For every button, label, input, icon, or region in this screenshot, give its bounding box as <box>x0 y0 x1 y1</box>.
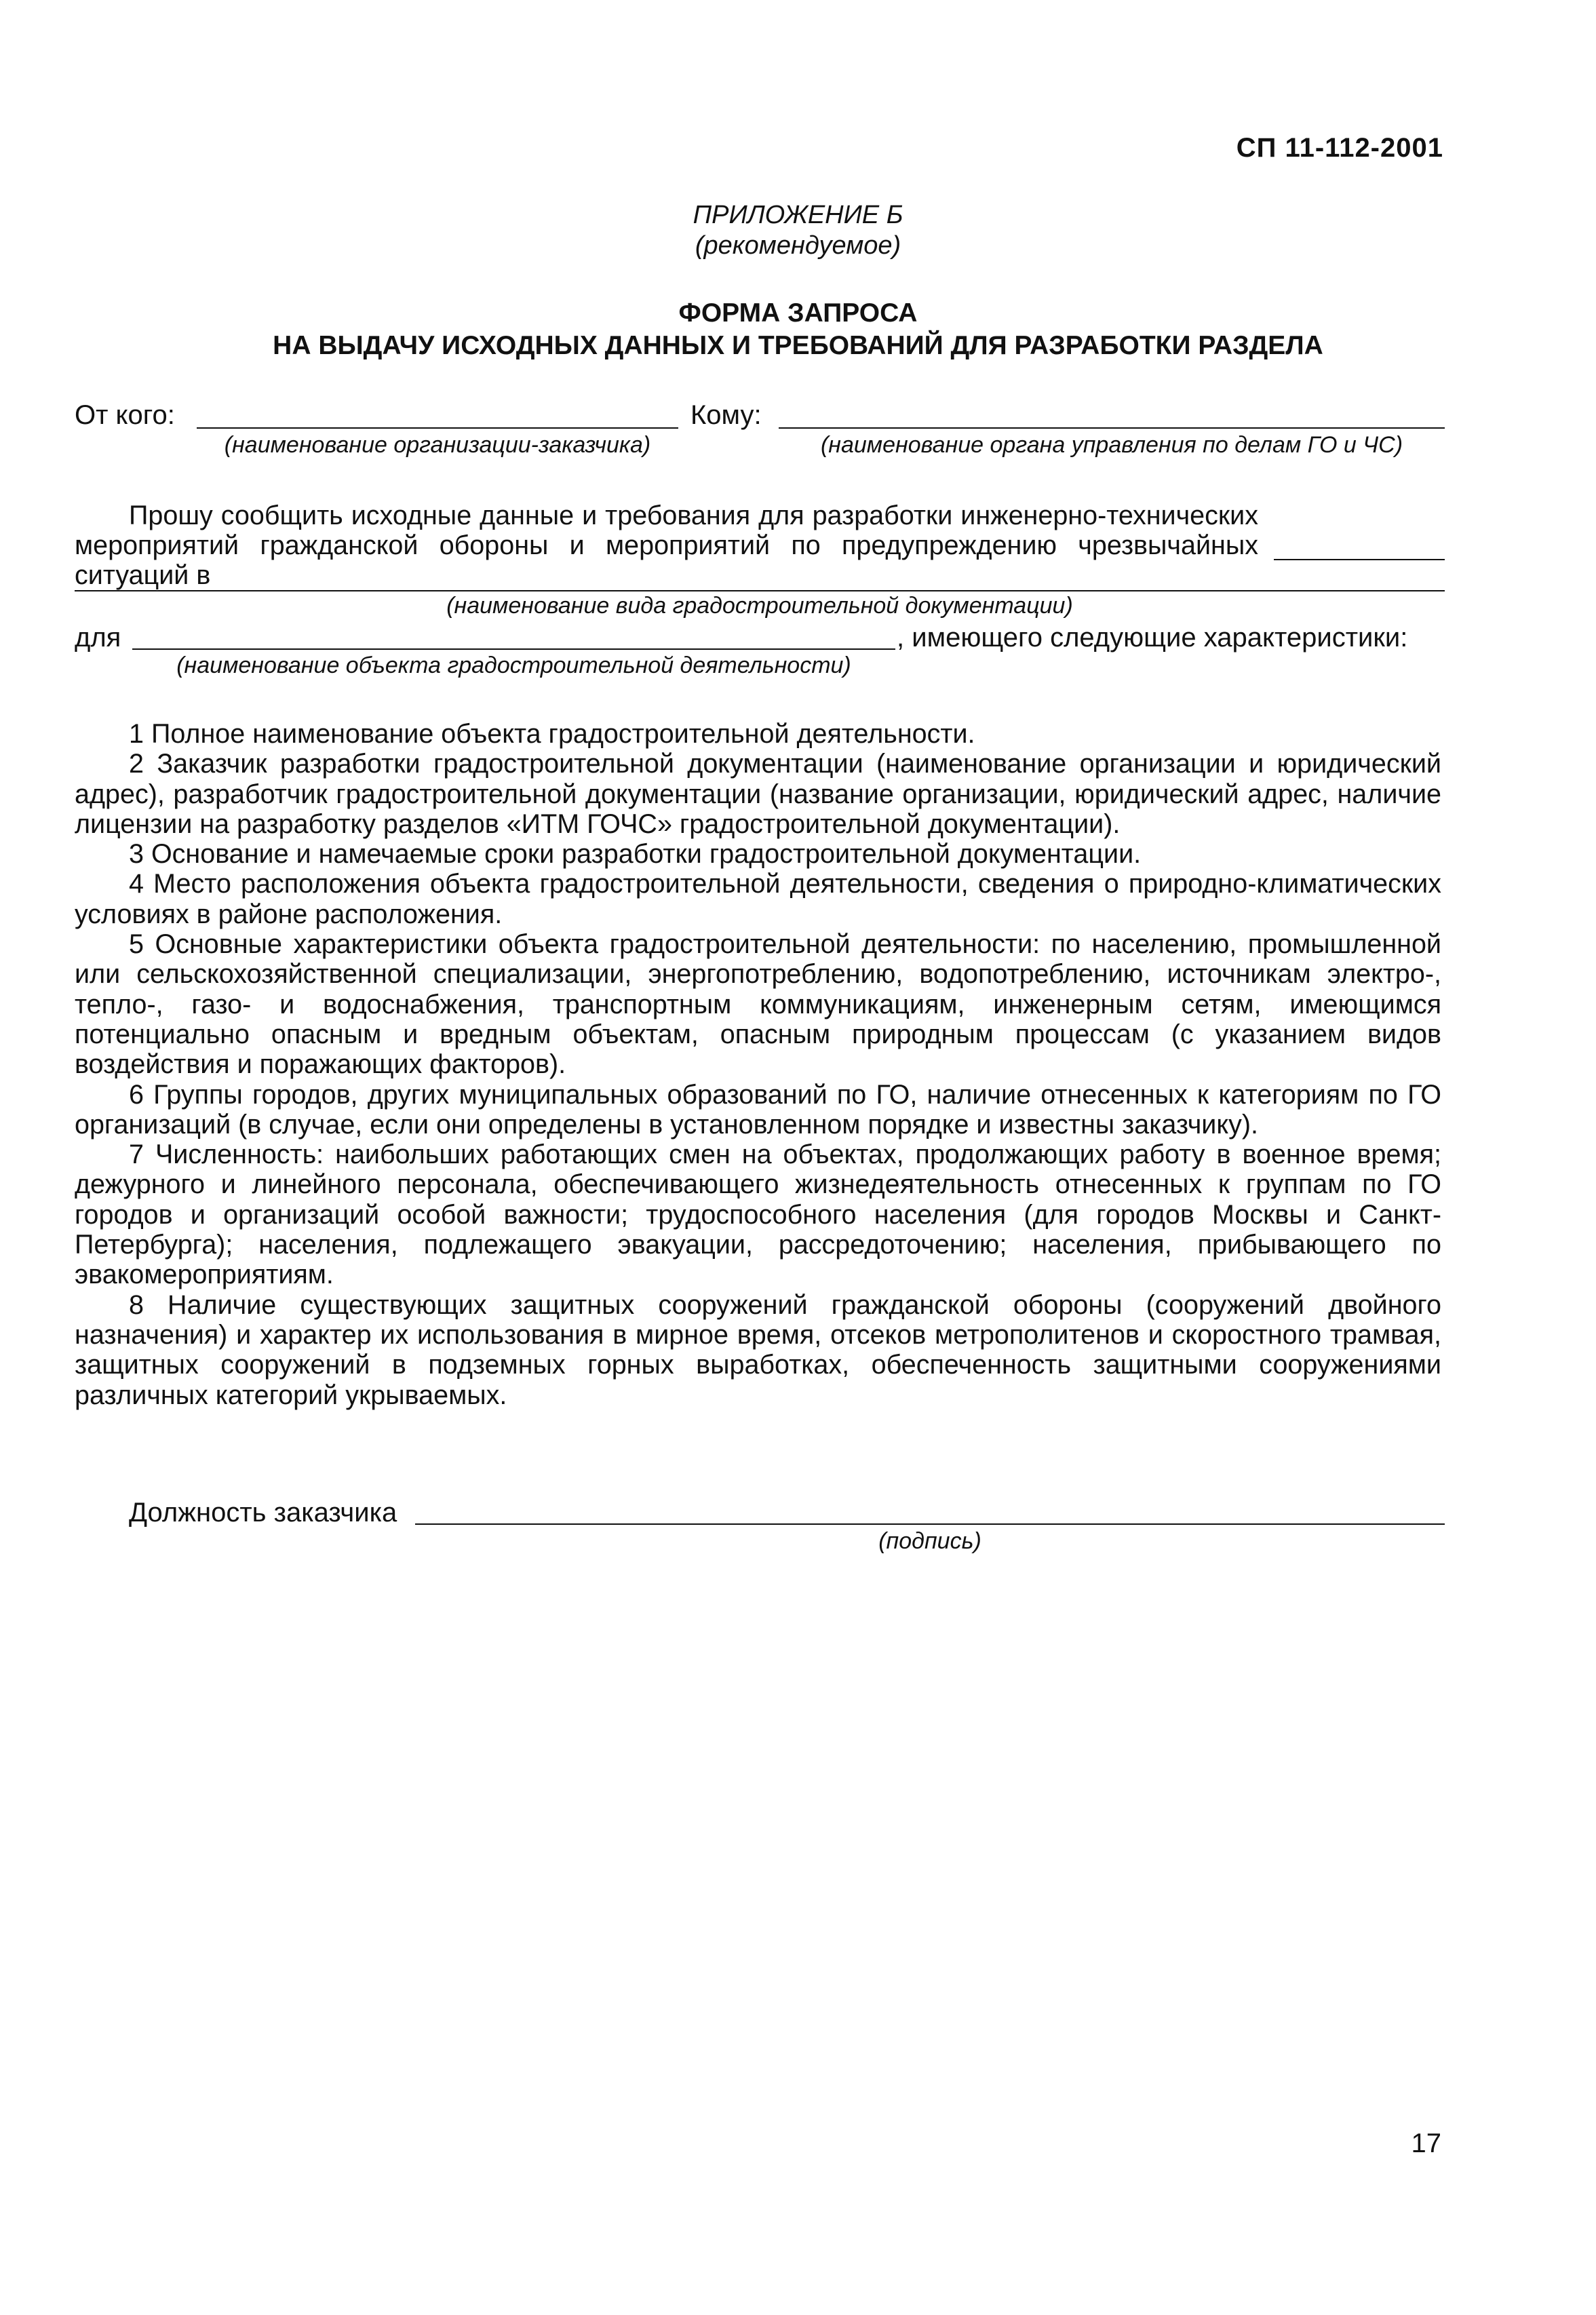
document-number: СП 11-112-2001 <box>1236 133 1443 163</box>
list-item: 5 Основные характеристики объекта градостроительной деятельности: по населению, промышленной или сельскохозяйственной специализации, энергопотреблению, водопотреблению, источникам электро-, тепло-, газо- и водоснабжения, транспортным коммуникациям, инженерным сетям, имеющимся потенциально опасным и вредным объектам, опасным природным процессам (с указанием видов воздействия и поражающих факторов). <box>75 929 1441 1080</box>
to-label: Кому: <box>690 400 762 430</box>
list-item: 8 Наличие существующих защитных сооружений гражданской обороны (сооружений двойного назначения) и характер их использования в мирное время, отсеков метрополитенов и скоростного трамвая, защитных сооружений в подземных горных выработках, обеспеченность защитными сооружениями различных категорий укрываемых. <box>75 1289 1441 1410</box>
doc-type-field-line-end[interactable] <box>1274 559 1445 560</box>
signature-caption: (подпись) <box>878 1528 981 1554</box>
appendix-type: (рекомендуемое) <box>695 231 901 260</box>
signature-line[interactable] <box>415 1523 1445 1525</box>
from-field-line[interactable] <box>197 427 678 429</box>
object-field-line[interactable] <box>132 648 895 650</box>
signature-label: Должность заказчика <box>129 1498 397 1528</box>
from-label: От кого: <box>75 400 175 430</box>
list-item: 2 Заказчик разработки градостроительной документации (наименование организации и юридический адрес), разработчик градостроительной документации (название организации, юридический адрес, наличие лицензии на разработку разделов «ИТМ ГОЧС» градостроительной документации). <box>75 749 1441 839</box>
to-caption: (наименование органа управления по делам ГО и ЧС) <box>820 432 1403 458</box>
page-number: 17 <box>1411 2128 1441 2158</box>
request-text: Прошу сообщить исходные данные и требования для разработки инженерно-технических мероприятий гражданской обороны и мероприятий по предупреждению чрезвычайных ситуаций в <box>75 501 1258 590</box>
list-item: 3 Основание и намечаемые сроки разработки градостроительной документации. <box>129 839 1142 870</box>
requirements-list <box>75 719 1441 1410</box>
list-item: 7 Численность: наибольших работающих смен на объектах, продолжающих работу в военное время; дежурного и линейного персонала, обеспечивающего жизнедеятельность отнесенных к группам по ГО городов и организаций особой важности; трудоспособного населения (для городов Москвы и Санкт-Петербурга); населения, подлежащего эвакуации, рассредоточению; населения, прибывающего по эвакомероприятиям. <box>75 1140 1441 1290</box>
list-item: 4 Место расположения объекта градостроительной деятельности, сведения о природно-климатических условиях в районе расположения. <box>75 869 1441 929</box>
list-item: 1 Полное наименование объекта градостроительной деятельности. <box>129 719 975 749</box>
form-title-line1: ФОРМА ЗАПРОСА <box>678 298 918 328</box>
for-label: для <box>75 623 121 653</box>
list-item: 6 Группы городов, других муниципальных образований по ГО, наличие отнесенных к категориям по ГО организаций (в случае, если они определены в установленном порядке и известны заказчику). <box>75 1079 1441 1140</box>
doc-type-field-line[interactable] <box>75 590 1445 591</box>
form-title-line2: НА ВЫДАЧУ ИСХОДНЫХ ДАННЫХ И ТРЕБОВАНИЙ ДЛЯ РАЗРАБОТКИ РАЗДЕЛА <box>273 331 1323 360</box>
appendix-label: ПРИЛОЖЕНИЕ Б <box>693 201 903 229</box>
request-paragraph <box>75 501 1258 590</box>
for-suffix: , имеющего следующие характеристики: <box>897 623 1408 653</box>
from-caption: (наименование организации-заказчика) <box>224 432 651 458</box>
doc-type-caption: (наименование вида градостроительной документации) <box>446 593 1073 619</box>
object-caption: (наименование объекта градостроительной деятельности) <box>176 653 851 678</box>
to-field-line[interactable] <box>779 427 1445 429</box>
